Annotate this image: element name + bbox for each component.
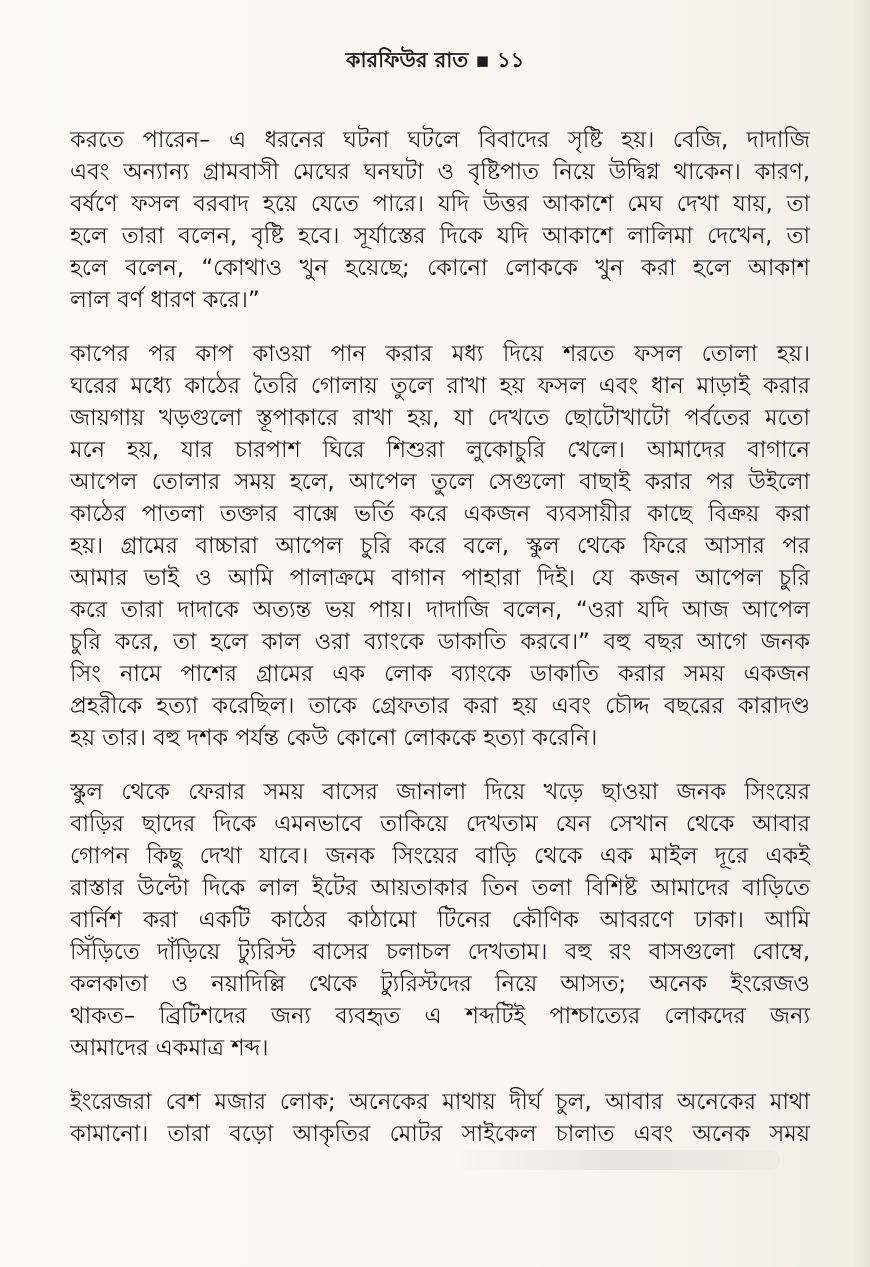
text-line: মনে হয়, যার চারপাশ ঘিরে শিশুরা লুকোচুরি খেলে। আমাদের বাগানে [70,437,810,463]
text-line: লাল বর্ণ ধারণ করে।” [70,287,260,313]
text-line: গোপন কিছু দেখা যাবে। জনক সিংয়ের বাড়ি থেকে এক মাইল দূরে একই [70,843,810,869]
text-line: জায়গায় খড়গুলো স্তূপাকারে রাখা হয়, যা দেখতে ছোটোখাটো পর্বতের মতো [70,405,810,431]
text-line: বর্ষণে ফসল বরবাদ হয়ে যেতে পারে। যদি উত্তর আকাশে মেঘ দেখা যায়, তা [70,191,810,217]
body-text [70,124,810,1172]
text-line: সিঁড়িতে দাঁড়িয়ে ট্যুরিস্ট বাসের চলাচল দেখতাম। বহু রং বাসগুলো বোম্বে, [70,939,810,965]
page-edge-shadow [852,0,870,1267]
paragraph-4 [70,1086,810,1150]
text-line: ঘরের মধ্যে কাঠের তৈরি গোলায় তুলে রাখা হয় ফসল এবং ধান মাড়াই করার [70,373,810,399]
text-line: ইংরেজরা বেশ মজার লোক; অনেকের মাথায় দীর্ঘ চুল, আবার অনেকের মাথা [70,1089,810,1115]
text-line: এবং অন্যান্য গ্রামবাসী মেঘের ঘনঘটা ও বৃষ্টিপাত নিয়ে উদ্বিগ্ন থাকেন। কারণ, [70,159,810,185]
text-line: করতে পারেন– এ ধরনের ঘটনা ঘটলে বিবাদের সৃষ্টি হয়। বেজি, দাদাজি [70,127,810,153]
text-line: আমার ভাই ও আমি পালাক্রমে বাগান পাহারা দিই। যে কজন আপেল চুরি [70,565,810,591]
text-line: আপেল তোলার সময় হলে, আপেল তুলে সেগুলো বাছাই করার পর উইলো [70,469,810,495]
text-line: কামানো। তারা বড়ো আকৃতির মোটর সাইকেল চালাত এবং অনেক সময় [70,1121,810,1147]
text-line: চুরি করে, তা হলে কাল ওরা ব্যাংকে ডাকাতি করবে।” বহু বছর আগে জনক [70,629,810,655]
text-line: বার্নিশ করা একটি কাঠের কাঠামো টিনের কৌণিক আবরণে ঢাকা। আমি [70,907,810,933]
text-line: হলে তারা বলেন, বৃষ্টি হবে। সূর্যাস্তের দিকে যদি আকাশে লালিমা দেখেন, তা [70,223,810,249]
text-line: রাস্তার উল্টো দিকে লাল ইটের আয়তাকার তিন তলা বিশিষ্ট আমাদের বাড়িতে [70,875,810,901]
text-line: স্কুল থেকে ফেরার সময় বাসের জানালা দিয়ে খড়ে ছাওয়া জনক সিংয়ের [70,779,810,805]
text-line: হয়। গ্রামের বাচ্চারা আপেল চুরি করে বলে, স্কুল থেকে ফিরে আসার পর [70,533,810,559]
text-line: বাড়ির ছাদের দিকে এমনভাবে তাকিয়ে দেখতাম যেন সেখান থেকে আবার [70,811,810,837]
paragraph-2 [70,338,810,754]
text-line: করে তারা দাদাকে অত্যন্ত ভয় পায়। দাদাজি বলেন, “ওরা যদি আজ আপেল [70,597,810,623]
text-line: কলকাতা ও নয়াদিল্লি থেকে ট্যুরিস্টদের নিয়ে আসত; অনেক ইংরেজও [70,971,810,997]
text-line: প্রহরীকে হত্যা করেছিল। তাকে গ্রেফতার করা হয় এবং চৌদ্দ বছরের কারাদণ্ড [70,693,810,719]
paragraph-3 [70,776,810,1064]
text-line: হয় তার। বহু দশক পর্যন্ত কেউ কোনো লোককে হত্যা করেনি। [70,725,598,751]
text-line: সিং নামে পাশের গ্রামের এক লোক ব্যাংকে ডাকাতি করার সময় একজন [70,661,810,687]
text-line: থাকত– ব্রিটিশদের জন্য ব্যবহৃত এ শব্দটিই পাশ্চাত্যের লোকদের জন্য [70,1003,810,1029]
text-line: হলে বলেন, “কোথাও খুন হয়েছে; কোনো লোককে খুন করা হলে আকাশ [70,255,810,281]
text-line: কাপের পর কাপ কাওয়া পান করার মধ্য দিয়ে শরতে ফসল তোলা হয়। [70,341,810,367]
text-line: কাঠের পাতলা তক্তার বাক্সে ভর্তি করে একজন ব্যবসায়ীর কাছে বিক্রয় করা [70,501,810,527]
running-header: কারফিউর রাত ▪ ১১ [345,48,525,72]
text-line: আমাদের একমাত্র শব্দ। [70,1035,269,1061]
paragraph-1 [70,124,810,316]
